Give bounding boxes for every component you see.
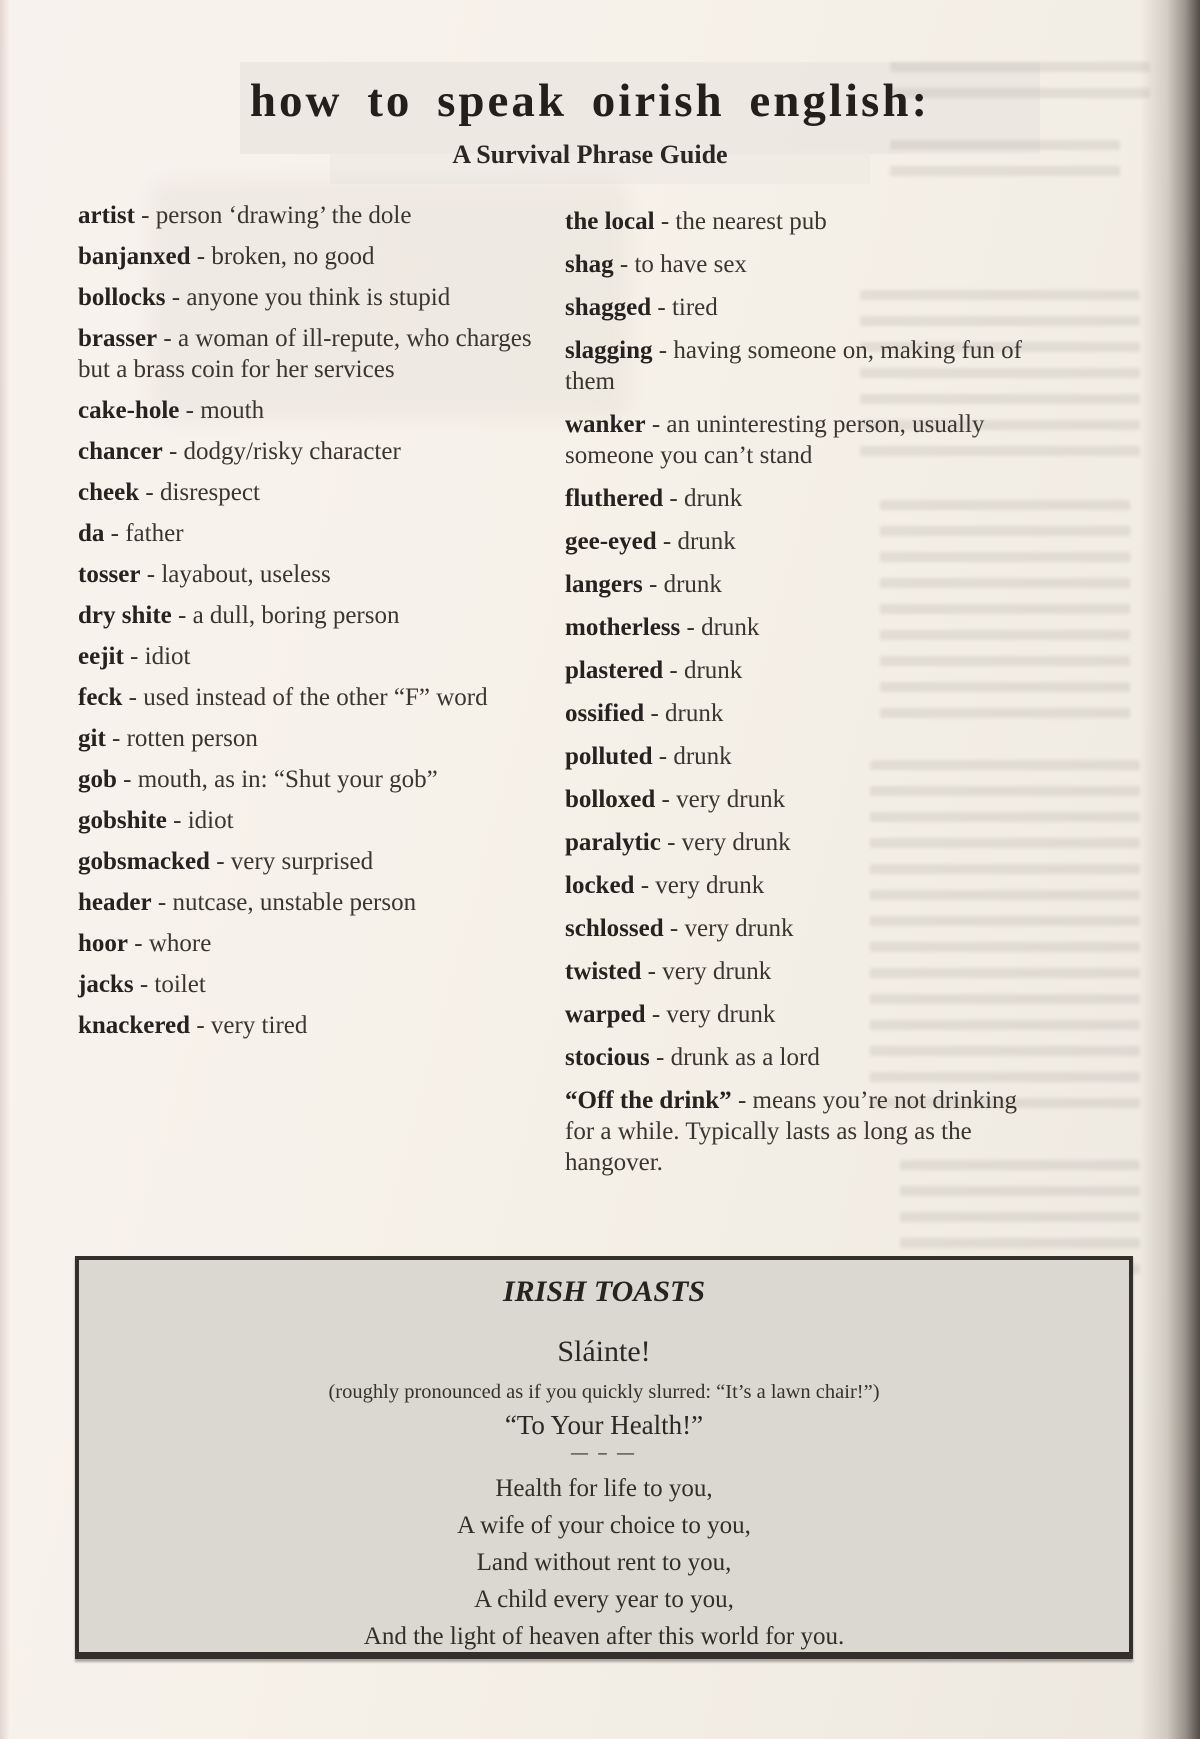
glossary-definition: very drunk [684, 915, 794, 942]
glossary-definition: very drunk [666, 1001, 776, 1028]
glossary-term: “Off the drink” [565, 1087, 732, 1114]
glossary-entry [78, 436, 556, 467]
glossary-entry [565, 784, 1052, 815]
term-definition-separator: - [157, 325, 178, 352]
glossary-term: cake-hole [78, 397, 180, 424]
toast-word: Sláinte! [557, 1335, 651, 1368]
glossary-entry [78, 846, 556, 877]
glossary-definition: tired [671, 294, 718, 321]
blessing-line: Health for life to you, [495, 1475, 713, 1502]
glossary-definition: drunk [665, 700, 724, 727]
glossary-entry [565, 870, 1052, 901]
glossary-entry [565, 483, 1052, 514]
term-definition-separator: - [133, 971, 155, 998]
glossary-entry [78, 682, 556, 713]
term-definition-separator: - [116, 766, 138, 793]
term-definition-separator: - [644, 700, 666, 727]
term-definition-separator: - [209, 848, 231, 875]
term-definition-separator: - [652, 743, 674, 770]
glossary-term: header [78, 889, 152, 916]
glossary-entry [78, 323, 556, 385]
glossary-entry [78, 928, 556, 959]
glossary-term: artist [78, 202, 135, 229]
glossary-term: eejit [78, 643, 124, 670]
irish-toasts-box [75, 1256, 1133, 1659]
term-definition-separator: - [171, 602, 193, 629]
term-definition-separator: - [645, 411, 667, 438]
term-definition-separator: - [651, 294, 672, 321]
term-definition-separator: - [656, 528, 678, 555]
glossary-entry [565, 698, 1052, 729]
glossary-term: gob [78, 766, 117, 793]
glossary-definition: drunk [673, 743, 732, 770]
toast-pronunciation: (roughly pronounced as if you quickly slurred: “It’s a lawn chair!”) [328, 1381, 880, 1403]
glossary-term: gobshite [78, 807, 167, 834]
glossary-entry [565, 292, 1052, 323]
glossary-definition: idiot [187, 807, 234, 834]
glossary-definition: very drunk [676, 786, 786, 813]
glossary-entry [78, 641, 556, 672]
blessing-line: And the light of heaven after this world for you. [363, 1623, 845, 1650]
term-definition-separator: - [139, 479, 160, 506]
glossary-term: jacks [78, 971, 134, 998]
term-definition-separator: - [660, 829, 682, 856]
term-definition-separator: - [641, 958, 663, 985]
term-definition-separator: - [652, 337, 674, 364]
glossary-term: bollocks [78, 284, 166, 311]
glossary-entry [565, 741, 1052, 772]
page-title: how to speak oirish english: [249, 75, 931, 127]
glossary-term: da [78, 520, 105, 547]
glossary-definition: dodgy/risky character [183, 438, 401, 465]
glossary-term: knackered [78, 1012, 191, 1039]
glossary-term: git [78, 725, 106, 752]
glossary-entry [78, 282, 556, 313]
toast-translation: “To Your Health!” [504, 1410, 704, 1440]
glossary-entry [78, 518, 556, 549]
glossary-entry [78, 887, 556, 918]
glossary-term: bolloxed [565, 786, 656, 813]
scan-right-shadow [1140, 0, 1200, 1739]
glossary-term: wanker [565, 411, 646, 438]
toasts-heading: IRISH TOASTS [502, 1275, 706, 1308]
glossary-term: langers [565, 571, 643, 598]
glossary-term: locked [565, 872, 635, 899]
glossary-entry [565, 913, 1052, 944]
glossary-entry [565, 526, 1052, 557]
glossary-entry [565, 612, 1052, 643]
glossary-entry [78, 764, 556, 795]
glossary-definition: very surprised [230, 848, 374, 875]
glossary-term: stocious [565, 1044, 650, 1071]
term-definition-separator: - [655, 786, 677, 813]
term-definition-separator: - [649, 1044, 671, 1071]
term-definition-separator: - [122, 684, 144, 711]
glossary-definition: drunk [701, 614, 760, 641]
glossary-term: schlossed [565, 915, 664, 942]
glossary-definition: very drunk [662, 958, 772, 985]
glossary-entry [565, 655, 1052, 686]
term-definition-separator: - [140, 561, 162, 588]
glossary-entry [78, 395, 556, 426]
glossary-definition: drunk [663, 571, 722, 598]
glossary-definition: toilet [154, 971, 206, 998]
glossary-entry [78, 477, 556, 508]
glossary-entry [565, 1042, 1052, 1073]
glossary-definition: means you’re not drinking for a while. Typically lasts as long as the hangover. [565, 1087, 1018, 1176]
glossary-term: plastered [565, 657, 664, 684]
glossary-definition: drunk [677, 528, 736, 555]
glossary-definition: drunk [683, 485, 743, 512]
glossary-entry [565, 335, 1052, 397]
term-definition-separator: - [731, 1087, 753, 1114]
glossary-right-column [565, 206, 1052, 1190]
glossary-term: banjanxed [78, 243, 191, 270]
glossary-definition: layabout, useless [161, 561, 331, 588]
blessing-line: A child every year to you, [474, 1586, 734, 1613]
glossary-definition: drunk as a lord [670, 1044, 820, 1071]
term-definition-separator: - [166, 807, 188, 834]
glossary-definition: whore [148, 930, 212, 957]
glossary-definition: having someone on, making fun of them [565, 337, 1022, 395]
glossary-definition: very drunk [681, 829, 791, 856]
glossary-term: twisted [565, 958, 642, 985]
scan-left-edge [0, 0, 10, 1739]
glossary-term: gobsmacked [78, 848, 210, 875]
glossary-entry [565, 999, 1052, 1030]
glossary-term: shag [565, 251, 614, 278]
glossary-definition: mouth [200, 397, 265, 424]
glossary-definition: very drunk [655, 872, 765, 899]
glossary-definition: person ‘drawing’ the dole [155, 202, 412, 229]
glossary-definition: an uninteresting person, usually someone you can’t stand [565, 411, 985, 469]
term-definition-separator: - [663, 657, 684, 684]
term-definition-separator: - [128, 930, 149, 957]
blessing-line: Land without rent to you, [476, 1549, 732, 1576]
glossary-term: brasser [78, 325, 158, 352]
page-subtitle: A Survival Phrase Guide [452, 140, 728, 169]
term-definition-separator: - [165, 284, 187, 311]
glossary-term: gee-eyed [565, 528, 657, 555]
glossary-entry [78, 969, 556, 1000]
toast-blessing [79, 1470, 1129, 1655]
glossary-entry [78, 241, 556, 272]
glossary-term: slagging [565, 337, 653, 364]
glossary-definition: rotten person [126, 725, 258, 752]
glossary-term: feck [78, 684, 123, 711]
glossary-definition: nutcase, unstable person [172, 889, 417, 916]
blessing-line: A wife of your choice to you, [457, 1512, 751, 1539]
glossary-definition: a dull, boring person [192, 602, 400, 629]
glossary-definition: the nearest pub [675, 208, 827, 235]
glossary-entry [565, 827, 1052, 858]
toast-divider: — – — [571, 1443, 637, 1462]
glossary-term: the local [565, 208, 655, 235]
glossary-definition: mouth, as in: “Shut your gob” [137, 766, 438, 793]
glossary-definition: anyone you think is stupid [186, 284, 451, 311]
glossary-entry [78, 723, 556, 754]
glossary-entry [565, 1085, 1052, 1178]
glossary-definition: to have sex [634, 251, 747, 278]
glossary-term: hoor [78, 930, 128, 957]
glossary-entry [78, 200, 556, 231]
glossary-term: fluthered [565, 485, 664, 512]
term-definition-separator: - [645, 1001, 667, 1028]
glossary-entry [78, 1010, 556, 1041]
glossary-term: dry shite [78, 602, 172, 629]
term-definition-separator: - [151, 889, 173, 916]
glossary-term: paralytic [565, 829, 661, 856]
term-definition-separator: - [642, 571, 664, 598]
glossary-entry [565, 249, 1052, 280]
glossary-definition: used instead of the other “F” word [143, 684, 488, 711]
term-definition-separator: - [190, 1012, 211, 1039]
glossary-entry [78, 559, 556, 590]
term-definition-separator: - [162, 438, 184, 465]
glossary-entry [78, 805, 556, 836]
term-definition-separator: - [663, 915, 685, 942]
glossary-term: ossified [565, 700, 645, 727]
glossary-definition: drunk [683, 657, 743, 684]
glossary-definition: father [125, 520, 184, 547]
glossary-entry [565, 409, 1052, 471]
term-definition-separator: - [613, 251, 635, 278]
term-definition-separator: - [663, 485, 684, 512]
term-definition-separator: - [634, 872, 656, 899]
glossary-entry [565, 206, 1052, 237]
term-definition-separator: - [179, 397, 201, 424]
glossary-definition: idiot [144, 643, 191, 670]
glossary-entry [565, 569, 1052, 600]
glossary-definition: very tired [210, 1012, 308, 1039]
glossary-term: polluted [565, 743, 653, 770]
glossary-definition: a woman of ill-repute, who charges but a brass coin for her services [78, 325, 532, 383]
term-definition-separator: - [134, 202, 156, 229]
glossary-left-column [78, 200, 556, 1051]
term-definition-separator: - [105, 725, 127, 752]
glossary-entry [78, 600, 556, 631]
term-definition-separator: - [654, 208, 676, 235]
glossary-term: cheek [78, 479, 140, 506]
glossary-entry [565, 956, 1052, 987]
term-definition-separator: - [680, 614, 702, 641]
glossary-term: warped [565, 1001, 646, 1028]
glossary-definition: disrespect [159, 479, 260, 506]
glossary-definition: broken, no good [211, 243, 375, 270]
glossary-term: chancer [78, 438, 163, 465]
glossary-term: motherless [565, 614, 681, 641]
term-definition-separator: - [104, 520, 126, 547]
glossary-term: tosser [78, 561, 141, 588]
glossary-term: shagged [565, 294, 652, 321]
term-definition-separator: - [190, 243, 212, 270]
term-definition-separator: - [123, 643, 145, 670]
